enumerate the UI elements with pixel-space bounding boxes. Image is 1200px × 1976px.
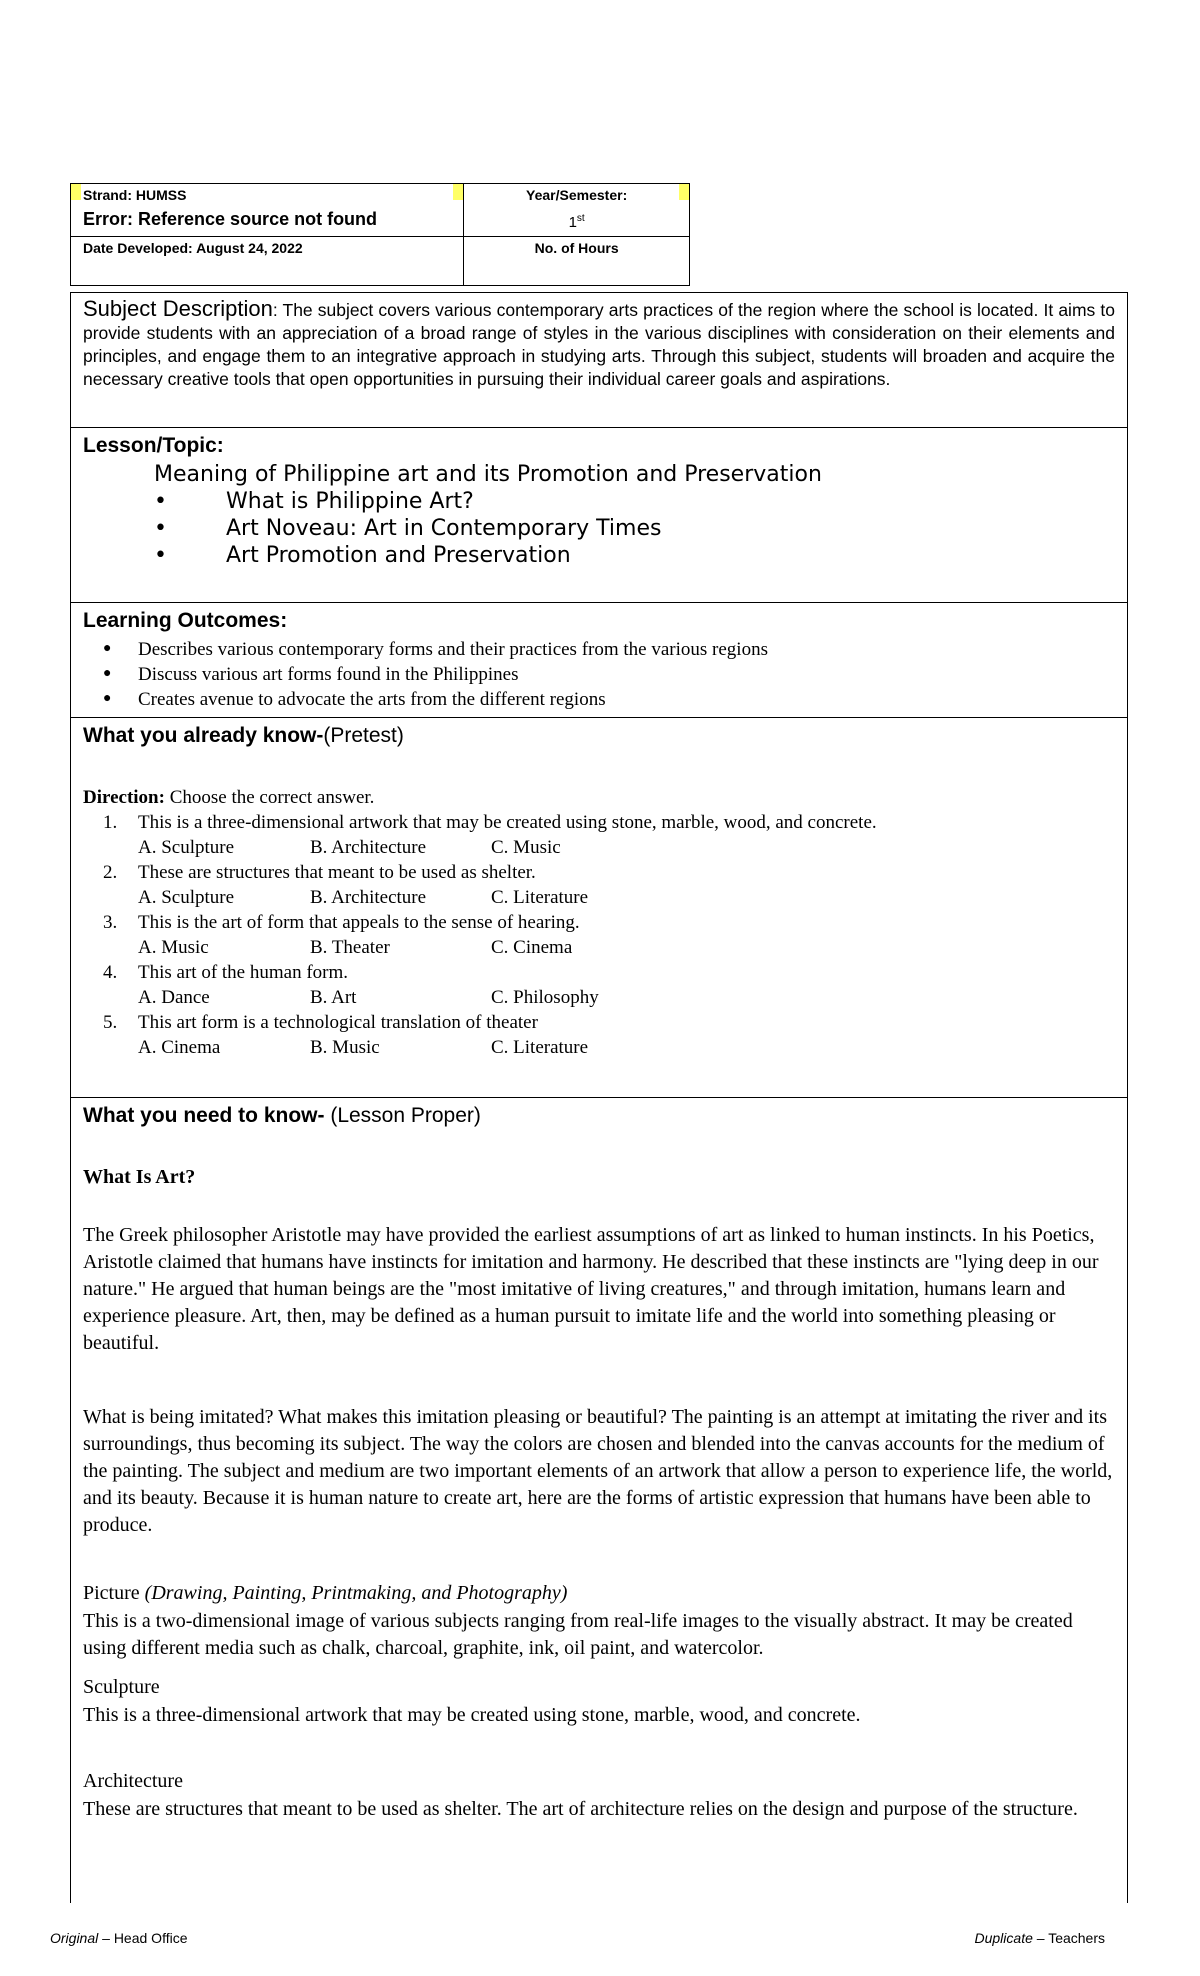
pretest-section	[71, 718, 1127, 1098]
year-superscript: st	[576, 213, 585, 224]
bullet-icon: ●	[103, 666, 112, 681]
footer-left	[50, 1930, 188, 1946]
question-option[interactable]: B. Architecture	[310, 837, 427, 858]
question-option[interactable]: A. Dance	[138, 987, 210, 1008]
section-divider	[70, 602, 1128, 603]
architecture-heading: Architecture	[83, 1770, 183, 1792]
lesson-topic-item-text: Art Promotion and Preservation	[226, 543, 571, 568]
year-number: 1	[568, 214, 577, 231]
sculpture-text: This is a three-dimensional artwork that may be created using stone, marble, wood, and concrete.	[83, 1704, 861, 1726]
header-right-bottom-cell	[464, 237, 690, 286]
learning-outcomes-section	[71, 603, 1127, 718]
question-text: This art of the human form.	[138, 962, 349, 983]
lesson-topic-section	[71, 428, 1127, 603]
footer-right-italic: Duplicate	[974, 1930, 1033, 1946]
bullet-icon: •	[154, 543, 167, 568]
picture-heading	[83, 1582, 567, 1605]
architecture-text: These are structures that meant to be used as shelter. The art of architecture relies on the design and purpose of the structure.	[83, 1798, 1078, 1820]
direction-text: Choose the correct answer.	[164, 787, 375, 808]
question-number: 5.	[103, 1012, 118, 1033]
question-option[interactable]: B. Architecture	[310, 887, 427, 908]
question-option[interactable]: B. Music	[310, 1037, 380, 1058]
bullet-icon: •	[154, 489, 167, 514]
header-left-top-cell	[71, 184, 464, 237]
date-developed-label: Date Developed: August 24, 2022	[83, 240, 303, 256]
question-number: 4.	[103, 962, 118, 983]
question-text: This art form is a technological translation of theater	[138, 1012, 538, 1033]
learning-outcome-text: Discuss various art forms found in the Philippines	[138, 664, 519, 685]
pretest-heading-normal: (Pretest)	[323, 724, 404, 747]
question-number: 3.	[103, 912, 118, 933]
strand-label: Strand: HUMSS	[83, 187, 187, 203]
question-option[interactable]: C. Literature	[491, 887, 589, 908]
section-divider	[70, 1097, 1128, 1098]
picture-label: Picture	[83, 1582, 145, 1604]
question-option[interactable]: C. Literature	[491, 1037, 589, 1058]
pretest-heading-bold: What you already know-	[83, 724, 324, 747]
header-table	[70, 183, 690, 286]
question-text: This is the art of form that appeals to the sense of hearing.	[138, 912, 580, 933]
question-number: 1.	[103, 812, 118, 833]
what-is-art-heading: What Is Art?	[83, 1166, 196, 1188]
learning-outcome-text: Creates avenue to advocate the arts from the different regions	[138, 689, 606, 710]
picture-forms: (Drawing, Painting, Printmaking, and Photography)	[144, 1582, 568, 1604]
lesson-topic-heading: Lesson/Topic:	[83, 434, 224, 457]
paragraph-imitation: What is being imitated? What makes this imitation pleasing or beautiful? The painting is an attempt at imitating the river and its surroundings, thus becoming its subject. The way the colors are chosen and blended into the canvas accounts for the medium of the painting. The subject and medium are two important elements of an artwork that allow a person to experience life, the world, and its beauty. Because it is human nature to create art, here are the forms of artistic expression that humans have been able to produce.	[83, 1406, 1113, 1536]
question-option[interactable]: A. Sculpture	[138, 837, 235, 858]
question-option[interactable]: A. Music	[138, 937, 209, 958]
direction-label: Direction:	[83, 787, 165, 808]
reference-error-text: Error: Reference source not found	[83, 209, 378, 229]
highlight-mark	[71, 184, 81, 200]
sculpture-heading: Sculpture	[83, 1676, 160, 1698]
footer-left-italic: Original	[50, 1930, 99, 1946]
highlight-mark	[453, 184, 463, 200]
pretest-direction	[83, 787, 374, 809]
pretest-heading	[71, 724, 404, 748]
question-text: This is a three-dimensional artwork that may be created using stone, marble, wood, and concrete.	[138, 812, 877, 833]
header-left-bottom-cell	[71, 237, 464, 286]
footer-right	[975, 1930, 1106, 1946]
hours-label: No. of Hours	[534, 240, 619, 256]
highlight-mark	[679, 184, 689, 200]
subject-description-heading: Subject Description	[83, 296, 273, 321]
subject-description-section	[71, 293, 1127, 391]
section-divider	[70, 427, 1128, 428]
year-semester-label: Year/Semester:	[526, 187, 628, 203]
question-option[interactable]: C. Philosophy	[491, 987, 599, 1008]
question-number: 2.	[103, 862, 118, 883]
lesson-proper-heading-bold: What you need to know-	[83, 1104, 331, 1127]
question-option[interactable]: A. Cinema	[138, 1037, 221, 1058]
learning-outcomes-heading: Learning Outcomes:	[83, 609, 288, 632]
footer-right-text: – Teachers	[1032, 1930, 1105, 1946]
subject-description-paragraph	[71, 293, 1127, 391]
bullet-icon: ●	[103, 691, 112, 706]
lesson-proper-heading	[71, 1104, 481, 1128]
year-semester-value	[464, 206, 689, 236]
question-option[interactable]: B. Art	[310, 987, 357, 1008]
question-option[interactable]: C. Cinema	[491, 937, 573, 958]
question-option[interactable]: A. Sculpture	[138, 887, 235, 908]
subject-description-text: : The subject covers various contemporary arts practices of the region where the school is located. It aims to provide students with an appreciation of a broad range of styles in the various disciplines with consideration on their elements and principles, and engage them to an integrative approach in studying arts. Through this subject, students will broaden and acquire the necessary creative tools that open opportunities in pursuing their individual career goals and aspirations.	[83, 300, 1116, 389]
lesson-topic-title: Meaning of Philippine art and its Promotion and Preservation	[154, 462, 822, 487]
header-right-top-cell	[464, 184, 690, 237]
footer-left-text: – Head Office	[98, 1930, 188, 1946]
lesson-topic-item-text: Art Noveau: Art in Contemporary Times	[226, 516, 662, 541]
learning-outcome-text: Describes various contemporary forms and their practices from the various regions	[138, 639, 768, 660]
paragraph-aristotle: The Greek philosopher Aristotle may have provided the earliest assumptions of art as linked to human instincts. In his Poetics, Aristotle claimed that humans have instincts for imitation and harmony. He described that these instincts are "lying deep in our nature." He argued that human beings are the "most imitative of living creatures," and through imitation, humans learn and experience pleasure. Art, then, may be defined as a human pursuit to imitate life and the world into something pleasing or beautiful.	[83, 1224, 1099, 1354]
bullet-icon: ●	[103, 641, 112, 656]
question-text: These are structures that meant to be used as shelter.	[138, 862, 536, 883]
question-option[interactable]: B. Theater	[310, 937, 390, 958]
lesson-proper-section	[71, 1098, 1127, 1903]
bullet-icon: •	[154, 516, 167, 541]
picture-text: This is a two-dimensional image of various subjects ranging from real-life images to the visually abstract. It may be created using different media such as chalk, charcoal, graphite, ink, oil paint, and watercolor.	[83, 1610, 1073, 1659]
lesson-topic-item-text: What is Philippine Art?	[226, 489, 474, 514]
question-option[interactable]: C. Music	[491, 837, 561, 858]
section-divider	[70, 717, 1128, 718]
lesson-proper-heading-normal: (Lesson Proper)	[330, 1104, 481, 1127]
